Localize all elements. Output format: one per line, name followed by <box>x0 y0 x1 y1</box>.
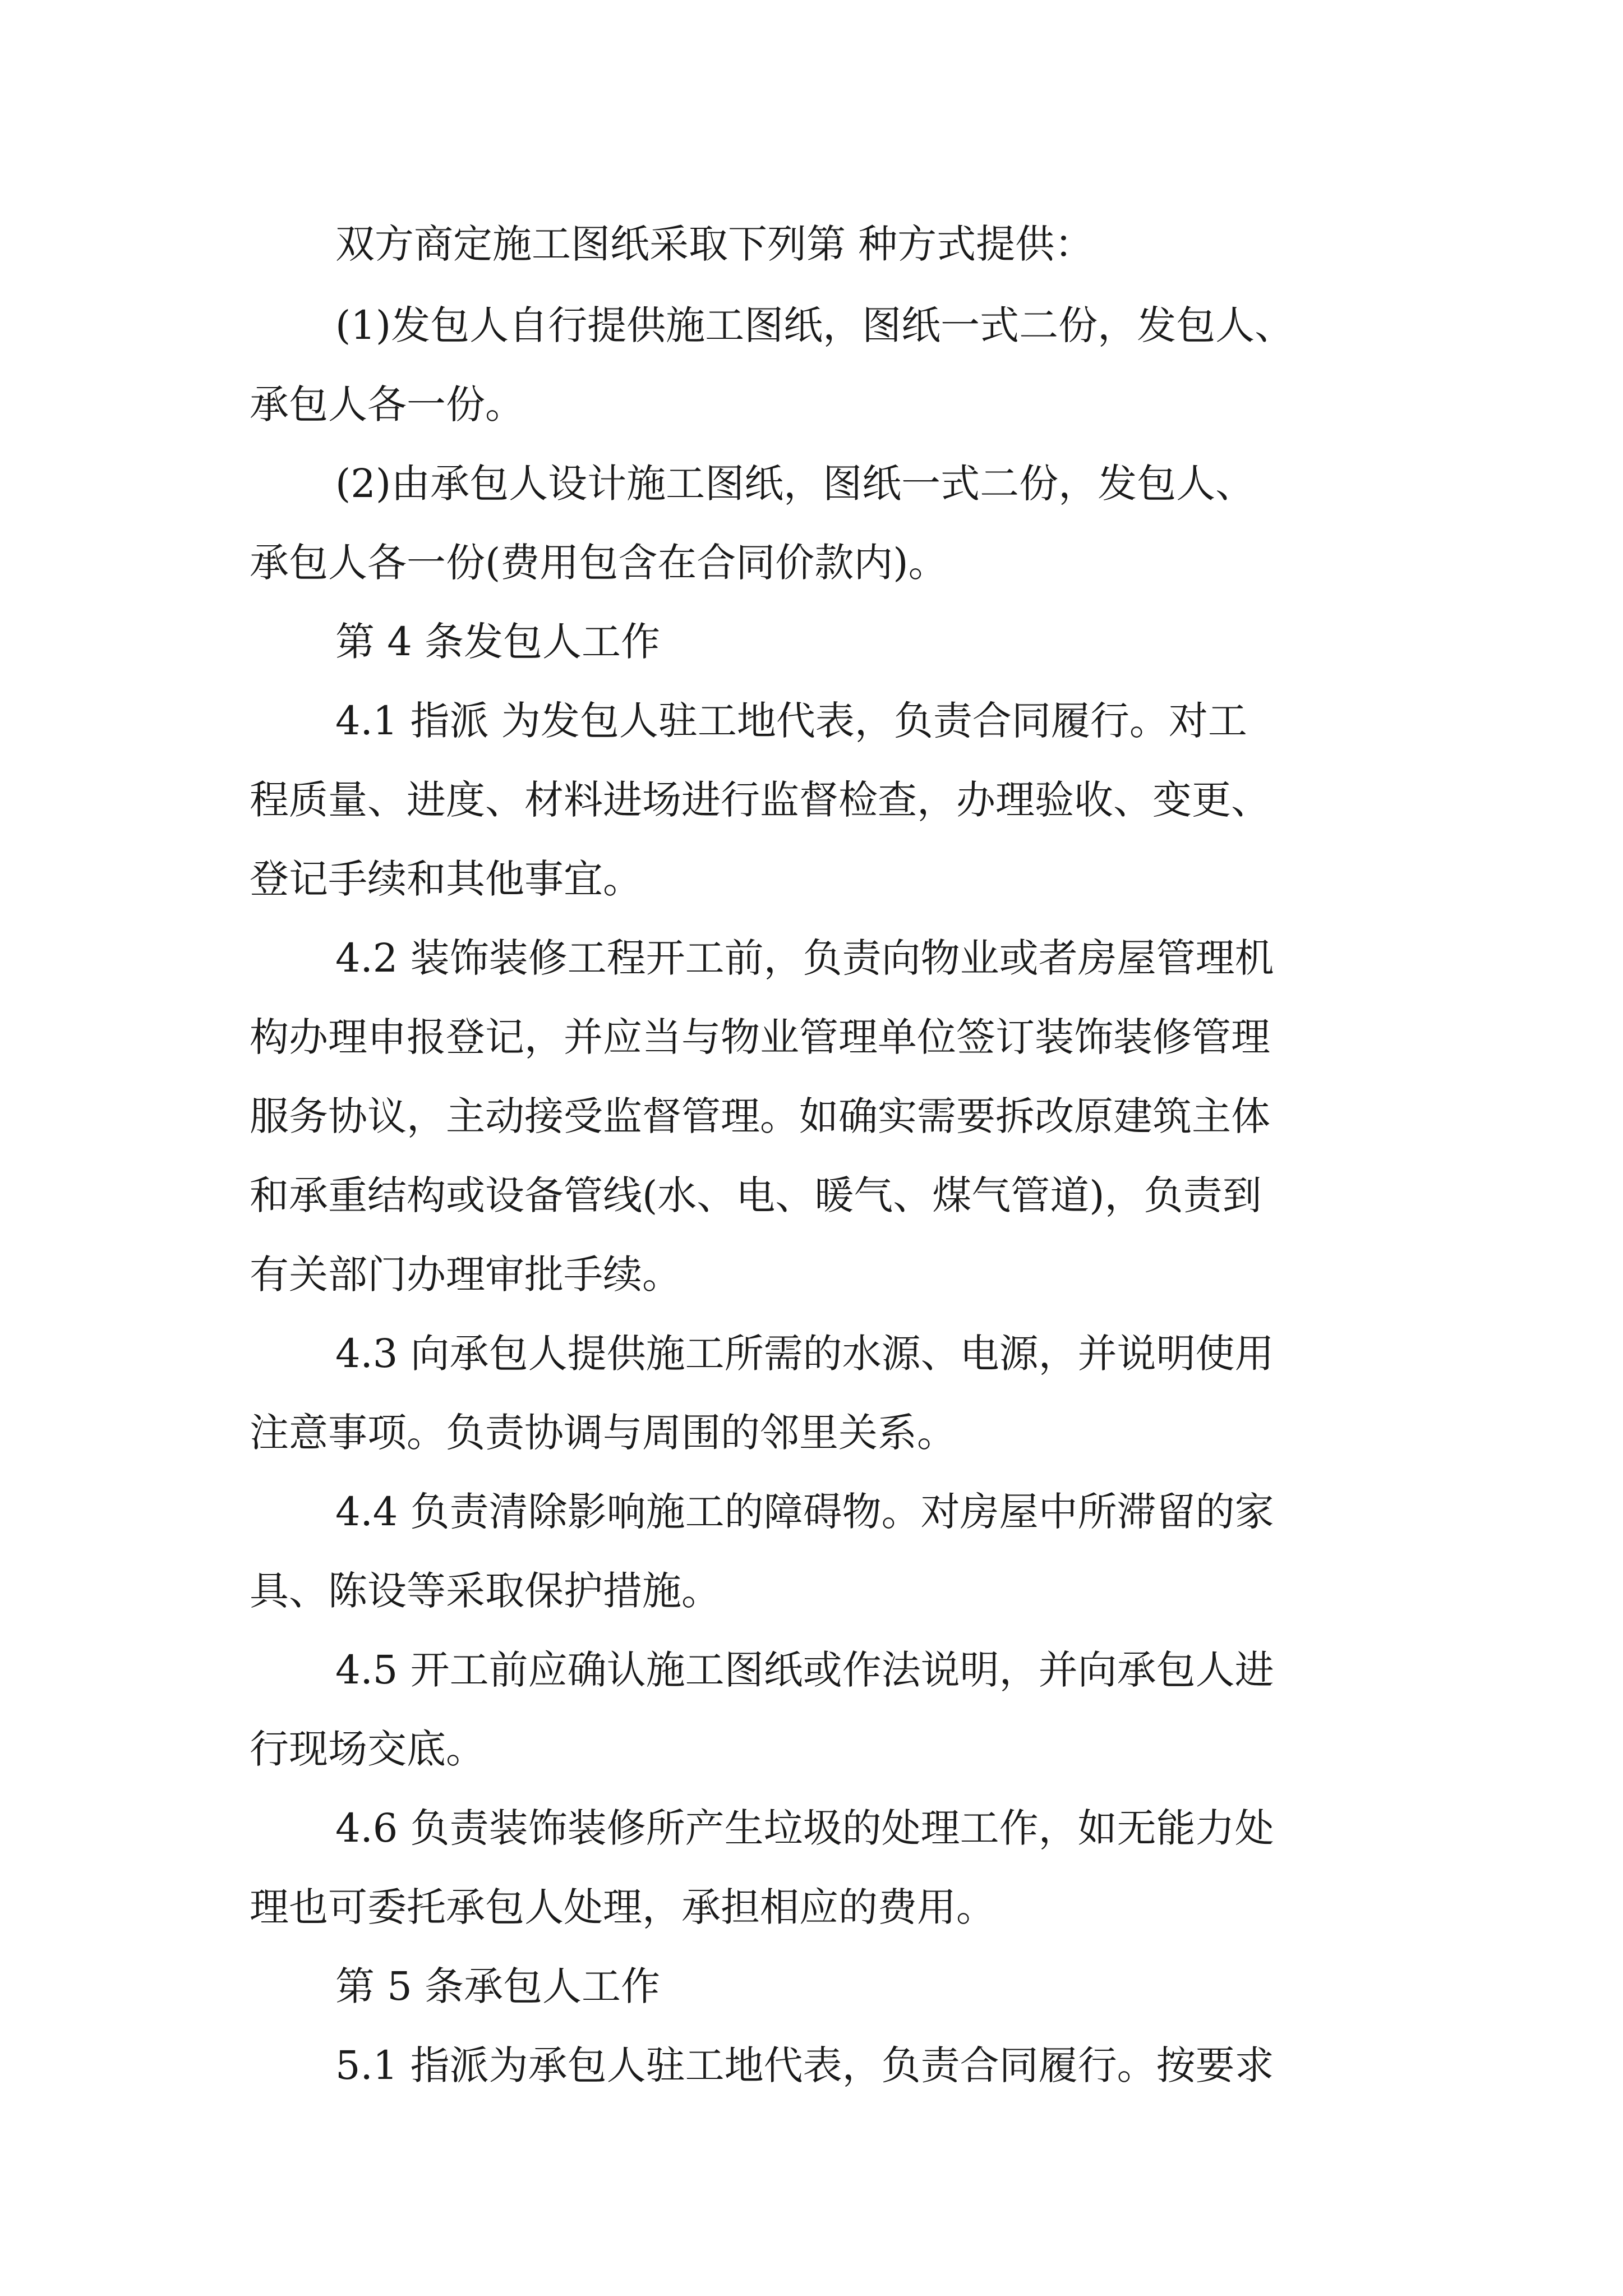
text-line: 程质量、进度、材料进场进行监督检查，办理验收、变更、 <box>250 777 1270 823</box>
text-line: 4.2 装饰装修工程开工前，负责向物业或者房屋管理机 <box>335 935 1274 981</box>
text-line: 行现场交底。 <box>250 1726 485 1772</box>
text-line: 4.1 指派 为发包人驻工地代表，负责合同履行。对工 <box>335 698 1247 744</box>
text-line: 注意事项。负责协调与周围的邻里关系。 <box>250 1410 956 1456</box>
text-line: 和承重结构或设备管线(水、电、暖气、煤气管道)，负责到 <box>250 1172 1262 1218</box>
text-line: 4.3 向承包人提供施工所需的水源、电源，并说明使用 <box>335 1331 1274 1377</box>
text-line: 有关部门办理审批手续。 <box>250 1251 681 1297</box>
text-line: (2)由承包人设计施工图纸，图纸一式二份，发包人、 <box>335 461 1255 507</box>
text-line: 服务协议，主动接受监督管理。如确实需要拆改原建筑主体 <box>250 1093 1270 1139</box>
text-line: 理也可委托承包人处理，承担相应的费用。 <box>250 1884 995 1930</box>
text-line: 承包人各一份。 <box>250 381 524 427</box>
section-heading: 第 5 条承包人工作 <box>335 1963 661 2009</box>
text-line: 4.5 开工前应确认施工图纸或作法说明，并向承包人进 <box>335 1647 1274 1693</box>
text-line: 具、陈设等采取保护措施。 <box>250 1568 721 1614</box>
text-line: 登记手续和其他事宜。 <box>250 856 642 902</box>
text-line: 构办理申报登记，并应当与物业管理单位签订装饰装修管理 <box>250 1014 1270 1060</box>
text-line: (1)发包人自行提供施工图纸，图纸一式二份，发包人、 <box>335 302 1294 348</box>
section-heading: 第 4 条发包人工作 <box>335 619 661 665</box>
text-line: 双方商定施工图纸采取下列第 种方式提供： <box>335 221 1094 267</box>
text-line: 5.1 指派为承包人驻工地代表，负责合同履行。按要求 <box>335 2042 1274 2088</box>
text-line: 承包人各一份(费用包含在合同价款内)。 <box>250 540 948 586</box>
text-line: 4.4 负责清除影响施工的障碍物。对房屋中所滞留的家 <box>335 1489 1274 1535</box>
text-line: 4.6 负责装饰装修所产生垃圾的处理工作，如无能力处 <box>335 1805 1274 1851</box>
